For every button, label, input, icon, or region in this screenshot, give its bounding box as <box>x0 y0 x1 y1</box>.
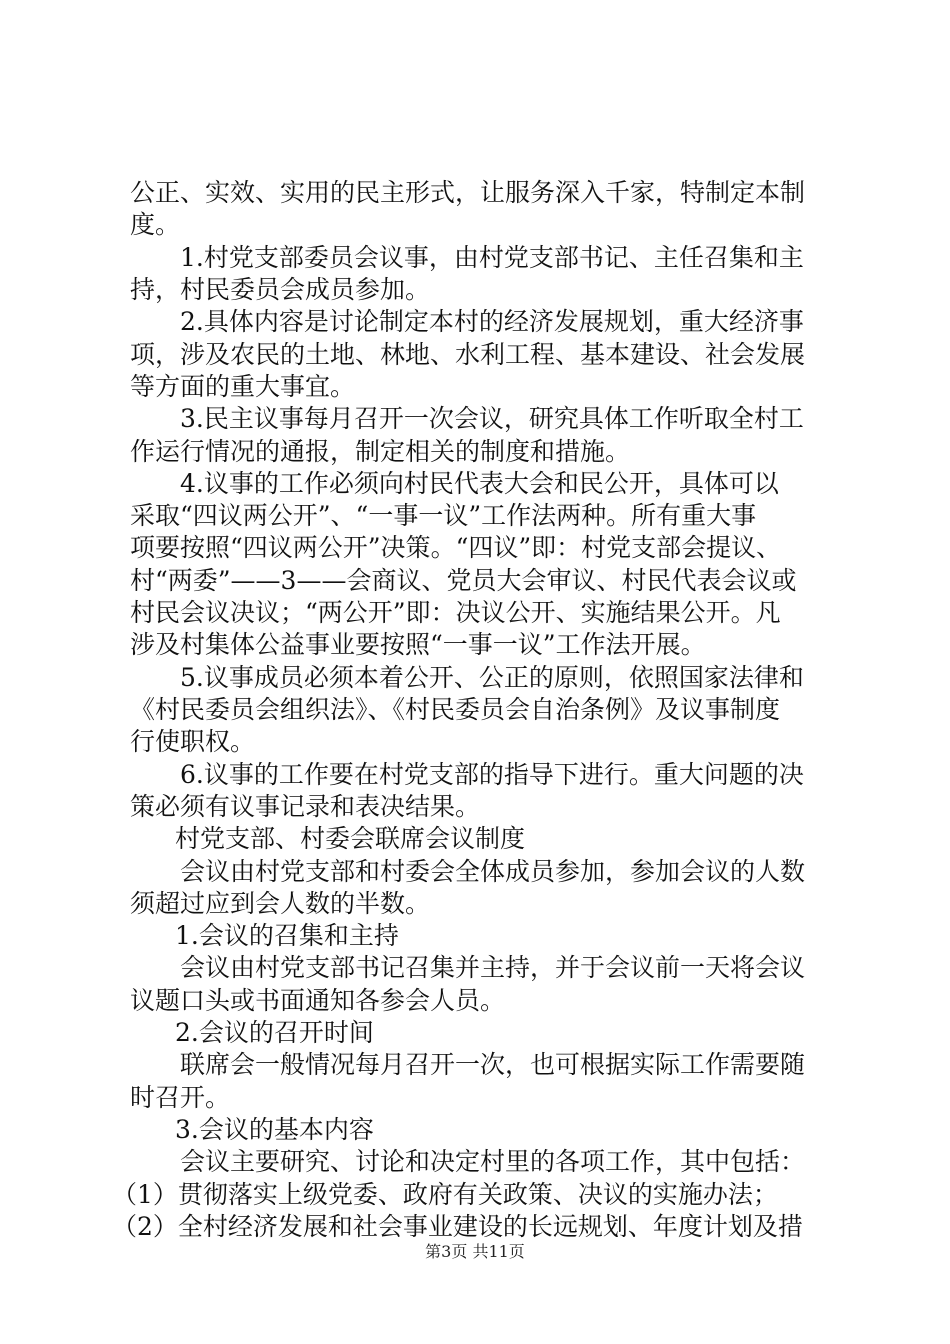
text-line: 策必须有议事记录和表决结果。 <box>130 792 481 821</box>
text-line: 时召开。 <box>130 1083 231 1112</box>
text-line: 行使职权。 <box>130 727 256 756</box>
subsection-heading: 2.会议的召开时间 <box>175 1018 374 1047</box>
section-heading: 村党支部、村委会联席会议制度 <box>175 824 526 853</box>
text-line: 1.村党支部委员会议事，由村党支部书记、主任召集和主 <box>180 243 804 272</box>
text-line: 项，涉及农民的土地、林地、水利工程、基本建设、社会发展 <box>130 340 806 369</box>
text-line: 采取“四议两公开”、“一事一议”工作法两种。所有重大事 <box>130 501 757 530</box>
text-line: 等方面的重大事宜。 <box>130 372 356 401</box>
text-line: 会议由村党支部书记召集并主持，并于会议前一天将会议 <box>180 953 806 982</box>
text-line: （2）全村经济发展和社会事业建设的长远规划、年度计划及措 <box>112 1212 803 1241</box>
text-line: 须超过应到会人数的半数。 <box>130 889 431 918</box>
text-line: 度。 <box>130 210 181 239</box>
subsection-heading: 1.会议的召集和主持 <box>175 921 399 950</box>
text-line: 作运行情况的通报，制定相关的制度和措施。 <box>130 437 631 466</box>
text-line: 议题口头或书面通知各参会人员。 <box>130 986 506 1015</box>
text-line: 联席会一般情况每月召开一次，也可根据实际工作需要随 <box>180 1050 806 1079</box>
text-line: 4.议事的工作必须向村民代表大会和民公开，具体可以 <box>180 469 779 498</box>
text-line: 涉及村集体公益事业要按照“一事一议”工作法开展。 <box>130 630 706 659</box>
subsection-heading: 3.会议的基本内容 <box>175 1115 374 1144</box>
text-line: 《村民委员会组织法》、《村民委员会自治条例》及议事制度 <box>130 695 781 724</box>
text-line: 6.议事的工作要在村党支部的指导下进行。重大问题的决 <box>180 760 804 789</box>
text-line: 村民会议决议；“两公开”即：决议公开、实施结果公开。凡 <box>130 598 781 627</box>
text-line: 会议主要研究、讨论和决定村里的各项工作，其中包括： <box>180 1147 806 1176</box>
text-line: 公正、实效、实用的民主形式，让服务深入千家，特制定本制 <box>130 178 806 207</box>
text-line: 项要按照“四议两公开”决策。“四议”即：村党支部会提议、 <box>130 533 782 562</box>
text-line: 会议由村党支部和村委会全体成员参加，参加会议的人数 <box>180 857 806 886</box>
text-line: 5.议事成员必须本着公开、公正的原则，依照国家法律和 <box>180 663 804 692</box>
text-line: 村“两委”——3——会商议、党员大会审议、村民代表会议或 <box>130 566 797 595</box>
text-line: 2.具体内容是讨论制定本村的经济发展规划，重大经济事 <box>180 307 804 336</box>
text-line: 3.民主议事每月召开一次会议，研究具体工作听取全村工 <box>180 404 804 433</box>
text-line: （1）贯彻落实上级党委、政府有关政策、决议的实施办法； <box>112 1180 778 1209</box>
text-line: 持，村民委员会成员参加。 <box>130 275 431 304</box>
page-footer: 第3页 共11页 <box>425 1242 525 1261</box>
